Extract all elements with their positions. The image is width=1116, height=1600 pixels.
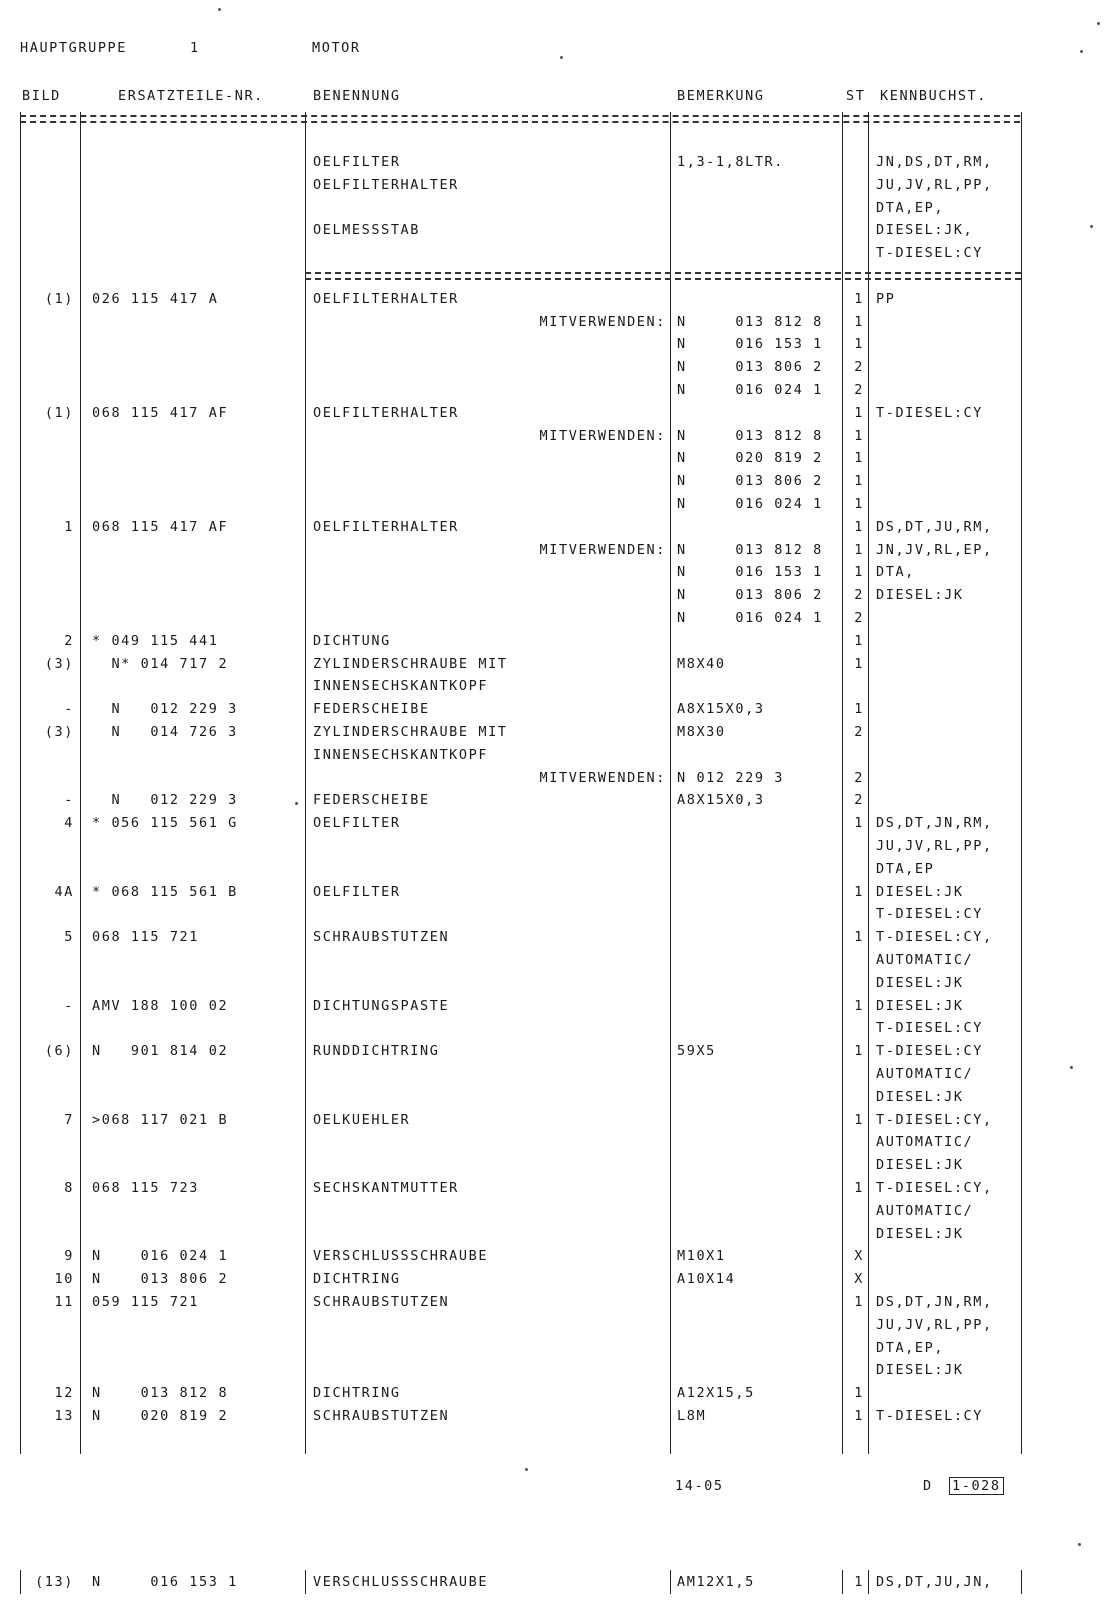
row-st: 1: [854, 314, 864, 330]
row-part-number: 059 115 721: [92, 1294, 200, 1310]
row-kennbuchst: DIESEL:JK: [876, 975, 964, 991]
row-bemerkung: 59X5: [677, 1043, 716, 1059]
row-part-number: N 012 229 3: [92, 792, 238, 808]
row-bemerkung: N 020 819 2: [677, 450, 823, 466]
row-st: 1: [854, 542, 864, 558]
row-benennung: OELFILTERHALTER: [313, 291, 459, 307]
row-kennbuchst: T-DIESEL:CY,: [876, 929, 993, 945]
row-bild: -: [64, 792, 74, 808]
row-bemerkung: N 016 024 1: [677, 610, 823, 626]
row-st: 1: [854, 1408, 864, 1424]
scan-speck: [295, 802, 298, 805]
row-benennung: DICHTRING: [313, 1385, 401, 1401]
row-bild: 12: [54, 1385, 74, 1401]
row-st: 1: [854, 929, 864, 945]
row-bild: (3): [44, 724, 74, 740]
row-benennung: SCHRAUBSTUTZEN: [313, 1294, 450, 1310]
col-header-teil-nr: ERSATZTEILE-NR.: [118, 88, 264, 104]
row-bemerkung: M8X30: [677, 724, 726, 740]
row-st: 1: [854, 291, 864, 307]
row-bemerkung: M10X1: [677, 1248, 726, 1264]
row-bemerkung: M8X40: [677, 656, 726, 672]
col-header-bemerkung: BEMERKUNG: [677, 88, 765, 104]
row-kennbuchst: AUTOMATIC/: [876, 1203, 974, 1219]
next-row-rule: [868, 1570, 869, 1594]
group-number: 1: [190, 40, 200, 56]
row-bild: (6): [44, 1043, 74, 1059]
row-kennbuchst: DIESEL:JK: [876, 884, 964, 900]
row-benennung: RUNDDICHTRING: [313, 1043, 440, 1059]
row-kennbuchst: T-DIESEL:CY: [876, 1408, 984, 1424]
row-part-number: N 013 806 2: [92, 1271, 229, 1287]
row-kennbuchst: T-DIESEL:CY: [876, 245, 984, 261]
row-benennung: OELFILTERHALTER: [313, 405, 459, 421]
row-benennung: ZYLINDERSCHRAUBE MIT: [313, 724, 508, 740]
row-part-number: N 901 814 02: [92, 1043, 229, 1059]
row-st: 1: [854, 701, 864, 717]
next-row-rule: [842, 1570, 843, 1594]
row-kennbuchst: DS,DT,JU,RM,: [876, 519, 993, 535]
row-benennung: INNENSECHSKANTKOPF: [313, 678, 489, 694]
row-bemerkung: N 013 812 8: [677, 428, 823, 444]
row-benennung: OELFILTERHALTER: [313, 177, 459, 193]
col-rule-bemerkung: [842, 112, 843, 1454]
row-part-number: * 068 115 561 B: [92, 884, 238, 900]
col-rule-benennung: [670, 112, 671, 1454]
row-bemerkung: A8X15X0,3: [677, 701, 765, 717]
row-benennung: FEDERSCHEIBE: [313, 701, 430, 717]
scan-speck: [1090, 225, 1093, 228]
row-part-number: * 056 115 561 G: [92, 815, 238, 831]
row-st: 1: [854, 564, 864, 580]
footer-date: 14-05: [675, 1478, 724, 1494]
row-bild: (1): [44, 291, 74, 307]
row-bild: 9: [64, 1248, 74, 1264]
col-rule-right: [1021, 112, 1022, 1454]
group-label: HAUPTGRUPPE: [20, 40, 128, 56]
row-st: 1: [854, 884, 864, 900]
row-kennbuchst: DTA,: [876, 564, 915, 580]
row-st: 2: [854, 587, 864, 603]
row-bild: 10: [54, 1271, 74, 1287]
row-benennung: OELMESSSTAB: [313, 222, 421, 238]
row-bemerkung: N 016 024 1: [677, 496, 823, 512]
scan-speck: [218, 8, 221, 11]
row-benennung: OELFILTERHALTER: [313, 519, 459, 535]
header-separator: [20, 115, 1020, 117]
row-benennung: OELFILTER: [313, 884, 401, 900]
row-st: 1: [854, 428, 864, 444]
row-kennbuchst: T-DIESEL:CY: [876, 1043, 984, 1059]
row-kennbuchst: AUTOMATIC/: [876, 1134, 974, 1150]
scan-speck: [1097, 22, 1100, 25]
row-benennung: DICHTRING: [313, 1271, 401, 1287]
row-part-number: 068 115 723: [92, 1180, 200, 1196]
next-row-benennung: VERSCHLUSSSCHRAUBE: [313, 1574, 489, 1590]
row-st: 1: [854, 656, 864, 672]
row-st: 1: [854, 815, 864, 831]
row-benennung: FEDERSCHEIBE: [313, 792, 430, 808]
row-part-number: 068 115 721: [92, 929, 200, 945]
col-header-bild: BILD: [22, 88, 61, 104]
footer-page-number: 1-028: [949, 1477, 1004, 1495]
row-bild: 2: [64, 633, 74, 649]
next-row-st: 1: [854, 1574, 864, 1590]
row-kennbuchst: DTA,EP,: [876, 1340, 945, 1356]
row-part-number: * 049 115 441: [92, 633, 219, 649]
scan-speck: [560, 56, 563, 59]
row-part-number: N 012 229 3: [92, 701, 238, 717]
row-st: X: [854, 1248, 864, 1264]
scan-speck: [525, 1468, 528, 1471]
row-kennbuchst: T-DIESEL:CY: [876, 1020, 984, 1036]
row-benennung: DICHTUNGSPASTE: [313, 998, 450, 1014]
next-row-rule: [305, 1570, 306, 1594]
row-benennung: SCHRAUBSTUTZEN: [313, 1408, 450, 1424]
row-kennbuchst: T-DIESEL:CY: [876, 405, 984, 421]
row-kennbuchst: DIESEL:JK: [876, 587, 964, 603]
row-st: 2: [854, 610, 864, 626]
row-part-number: >068 117 021 B: [92, 1112, 229, 1128]
row-kennbuchst: DTA,EP,: [876, 200, 945, 216]
header-separator-2: [20, 121, 1020, 123]
row-kennbuchst: JU,JV,RL,PP,: [876, 838, 993, 854]
next-row-rule: [670, 1570, 671, 1594]
row-benennung: VERSCHLUSSSCHRAUBE: [313, 1248, 489, 1264]
next-row-bemerkung: AM12X1,5: [677, 1574, 755, 1590]
row-bild: 8: [64, 1180, 74, 1196]
row-bemerkung: A8X15X0,3: [677, 792, 765, 808]
row-bild: 5: [64, 929, 74, 945]
row-bild: 7: [64, 1112, 74, 1128]
row-kennbuchst: T-DIESEL:CY,: [876, 1180, 993, 1196]
row-st: 1: [854, 1294, 864, 1310]
row-part-number: N* 014 717 2: [92, 656, 229, 672]
row-bemerkung: N 016 153 1: [677, 336, 823, 352]
col-rule-bild: [80, 112, 81, 1454]
row-benennung: INNENSECHSKANTKOPF: [313, 747, 489, 763]
next-row-rule: [1021, 1570, 1022, 1594]
row-st: 1: [854, 998, 864, 1014]
row-kennbuchst: PP: [876, 291, 896, 307]
row-bild: 4: [64, 815, 74, 831]
row-benennung: SECHSKANTMUTTER: [313, 1180, 459, 1196]
row-bild: -: [64, 701, 74, 717]
row-kennbuchst: DIESEL:JK: [876, 998, 964, 1014]
row-bild: 13: [54, 1408, 74, 1424]
scan-speck: [1078, 1543, 1081, 1546]
row-part-number: AMV 188 100 02: [92, 998, 229, 1014]
row-st: 1: [854, 1180, 864, 1196]
row-st: 1: [854, 519, 864, 535]
row-st: 2: [854, 770, 864, 786]
row-part-number: N 014 726 3: [92, 724, 238, 740]
col-rule-teil-nr: [305, 112, 306, 1454]
row-st: 2: [854, 724, 864, 740]
row-st: 1: [854, 336, 864, 352]
group-name: MOTOR: [312, 40, 361, 56]
row-st: 1: [854, 1112, 864, 1128]
scan-speck: [1080, 50, 1083, 53]
row-mitverwenden: MITVERWENDEN:: [539, 770, 666, 786]
col-rule-left: [20, 112, 21, 1454]
row-part-number: N 020 819 2: [92, 1408, 229, 1424]
col-header-benennung: BENENNUNG: [313, 88, 401, 104]
scan-speck: [1070, 1066, 1073, 1069]
row-bild: 11: [54, 1294, 74, 1310]
row-bemerkung: N 016 153 1: [677, 564, 823, 580]
row-benennung: OELFILTER: [313, 154, 401, 170]
row-bemerkung: N 013 812 8: [677, 542, 823, 558]
row-bemerkung: N 013 806 2: [677, 359, 823, 375]
row-bemerkung: 1,3-1,8LTR.: [677, 154, 785, 170]
row-kennbuchst: JN,DS,DT,RM,: [876, 154, 993, 170]
row-part-number: 068 115 417 AF: [92, 405, 229, 421]
row-bemerkung: N 013 806 2: [677, 473, 823, 489]
row-part-number: N 016 024 1: [92, 1248, 229, 1264]
row-bild: (1): [44, 405, 74, 421]
row-kennbuchst: JN,JV,RL,EP,: [876, 542, 993, 558]
next-row-part-number: N 016 153 1: [92, 1574, 238, 1590]
row-benennung: ZYLINDERSCHRAUBE MIT: [313, 656, 508, 672]
next-row-kennbuchst: DS,DT,JU,JN,: [876, 1574, 993, 1590]
row-kennbuchst: DIESEL:JK: [876, 1226, 964, 1242]
section-separator: [305, 272, 1021, 274]
col-header-kennbuchst: KENNBUCHST.: [880, 88, 988, 104]
section-separator: [305, 278, 1021, 280]
row-bild: 4A: [54, 884, 74, 900]
row-mitverwenden: MITVERWENDEN:: [539, 314, 666, 330]
row-bild: 1: [64, 519, 74, 535]
row-mitverwenden: MITVERWENDEN:: [539, 428, 666, 444]
row-bemerkung: L8M: [677, 1408, 707, 1424]
next-row-rule: [20, 1570, 21, 1594]
row-kennbuchst: AUTOMATIC/: [876, 952, 974, 968]
col-header-st: ST: [846, 88, 866, 104]
row-kennbuchst: JU,JV,RL,PP,: [876, 1317, 993, 1333]
row-bemerkung: N 013 806 2: [677, 587, 823, 603]
row-part-number: 026 115 417 A: [92, 291, 219, 307]
row-mitverwenden: MITVERWENDEN:: [539, 542, 666, 558]
row-st: 2: [854, 792, 864, 808]
row-kennbuchst: DTA,EP: [876, 861, 935, 877]
row-st: 1: [854, 1385, 864, 1401]
row-bild: -: [64, 998, 74, 1014]
next-row-bild: (13): [35, 1574, 74, 1590]
row-benennung: SCHRAUBSTUTZEN: [313, 929, 450, 945]
row-kennbuchst: T-DIESEL:CY,: [876, 1112, 993, 1128]
row-bemerkung: N 016 024 1: [677, 382, 823, 398]
row-part-number: 068 115 417 AF: [92, 519, 229, 535]
row-st: 1: [854, 633, 864, 649]
footer-lang: D: [923, 1478, 933, 1494]
row-kennbuchst: DIESEL:JK: [876, 1089, 964, 1105]
row-kennbuchst: DIESEL:JK,: [876, 222, 974, 238]
row-benennung: OELKUEHLER: [313, 1112, 411, 1128]
row-st: 2: [854, 382, 864, 398]
col-rule-st: [868, 112, 869, 1454]
row-kennbuchst: DS,DT,JN,RM,: [876, 1294, 993, 1310]
row-bemerkung: A12X15,5: [677, 1385, 755, 1401]
row-st: X: [854, 1271, 864, 1287]
row-st: 1: [854, 450, 864, 466]
row-benennung: DICHTUNG: [313, 633, 391, 649]
row-st: 1: [854, 496, 864, 512]
row-kennbuchst: DS,DT,JN,RM,: [876, 815, 993, 831]
row-kennbuchst: JU,JV,RL,PP,: [876, 177, 993, 193]
row-kennbuchst: AUTOMATIC/: [876, 1066, 974, 1082]
row-st: 1: [854, 405, 864, 421]
row-bild: (3): [44, 656, 74, 672]
row-benennung: OELFILTER: [313, 815, 401, 831]
row-st: 2: [854, 359, 864, 375]
row-kennbuchst: T-DIESEL:CY: [876, 906, 984, 922]
row-bemerkung: N 012 229 3: [677, 770, 785, 786]
row-kennbuchst: DIESEL:JK: [876, 1157, 964, 1173]
row-bemerkung: A10X14: [677, 1271, 736, 1287]
row-kennbuchst: DIESEL:JK: [876, 1362, 964, 1378]
row-bemerkung: N 013 812 8: [677, 314, 823, 330]
row-st: 1: [854, 1043, 864, 1059]
row-st: 1: [854, 473, 864, 489]
row-part-number: N 013 812 8: [92, 1385, 229, 1401]
